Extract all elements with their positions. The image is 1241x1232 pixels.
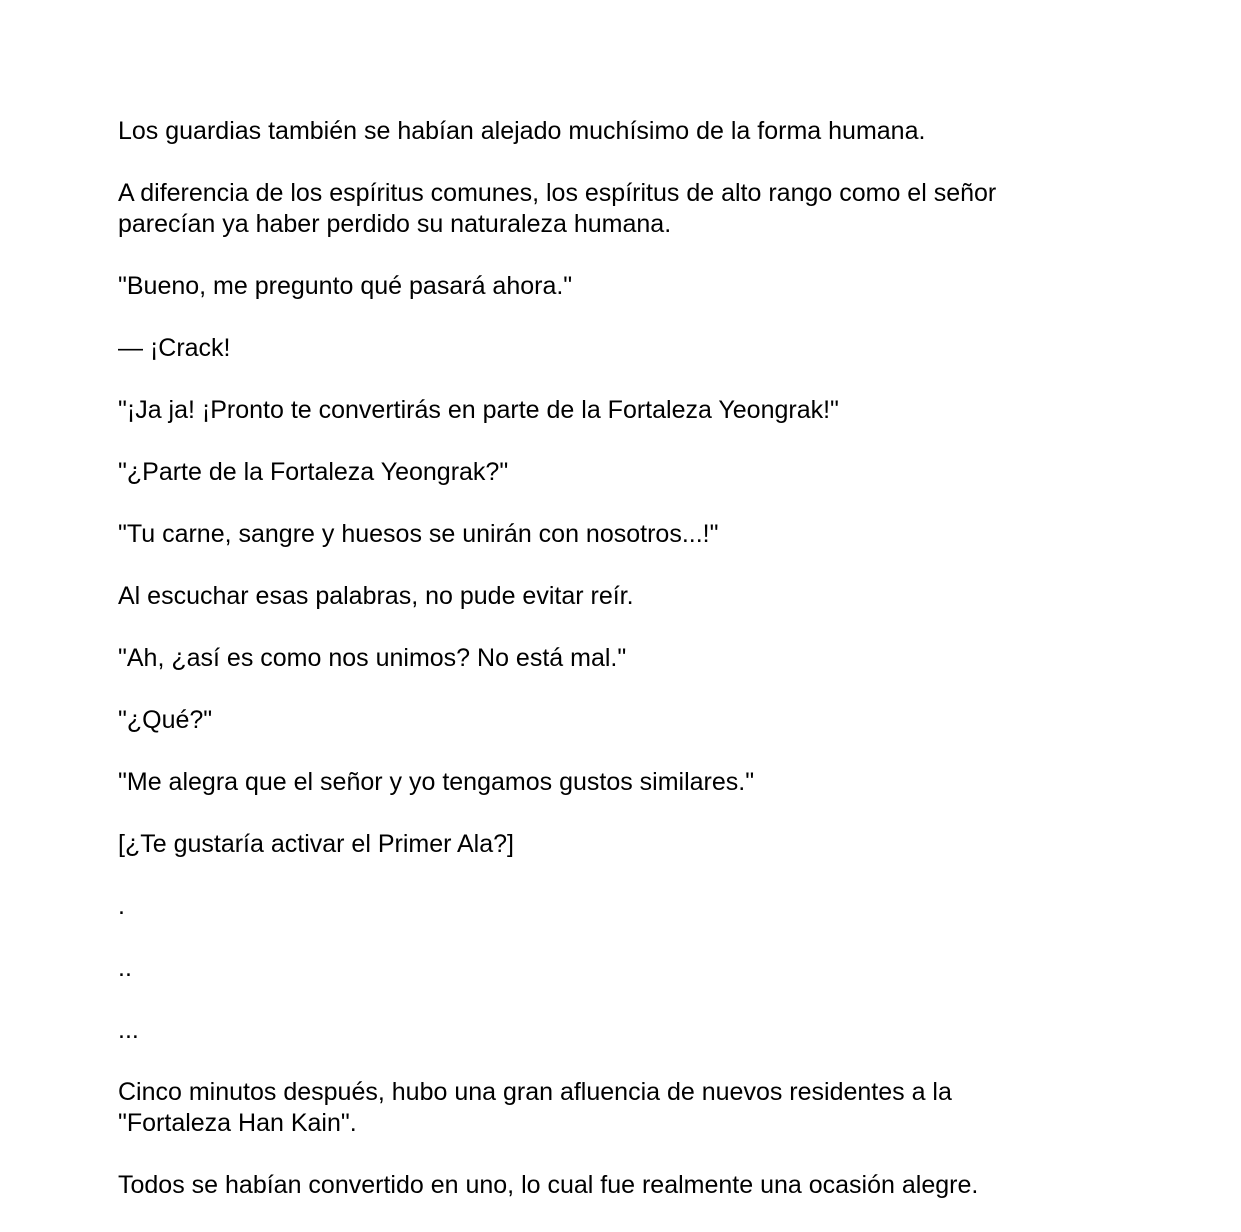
paragraph-11: "Me alegra que el señor y yo tengamos gustos similares." <box>118 768 755 796</box>
paragraph-5: "¡Ja ja! ¡Pronto te convertirás en parte de la Fortaleza Yeongrak!" <box>118 396 839 424</box>
paragraph-1: Los guardias también se habían alejado muchísimo de la forma humana. <box>118 117 926 145</box>
paragraph-13: . <box>118 892 125 920</box>
paragraph-9: "Ah, ¿así es como nos unimos? No está mal." <box>118 644 627 672</box>
paragraph-2: A diferencia de los espíritus comunes, los espíritus de alto rango como el señor parecían ya haber perdido su naturaleza humana. <box>118 179 997 238</box>
document-page <box>118 116 1118 1232</box>
paragraph-8: Al escuchar esas palabras, no pude evitar reír. <box>118 582 634 610</box>
paragraph-17: Todos se habían convertido en uno, lo cual fue realmente una ocasión alegre. <box>118 1171 979 1199</box>
paragraph-15: ... <box>118 1016 139 1044</box>
paragraph-10: "¿Qué?" <box>118 706 213 734</box>
paragraph-16: Cinco minutos después, hubo una gran afluencia de nuevos residentes a la "Fortaleza Han Kain". <box>118 1078 952 1137</box>
paragraph-12: [¿Te gustaría activar el Primer Ala?] <box>118 830 514 858</box>
paragraph-4: — ¡Crack! <box>118 334 231 362</box>
paragraph-3: "Bueno, me pregunto qué pasará ahora." <box>118 272 573 300</box>
paragraph-14: .. <box>118 954 132 982</box>
paragraph-7: "Tu carne, sangre y huesos se unirán con nosotros...!" <box>118 520 719 548</box>
paragraph-6: "¿Parte de la Fortaleza Yeongrak?" <box>118 458 509 486</box>
